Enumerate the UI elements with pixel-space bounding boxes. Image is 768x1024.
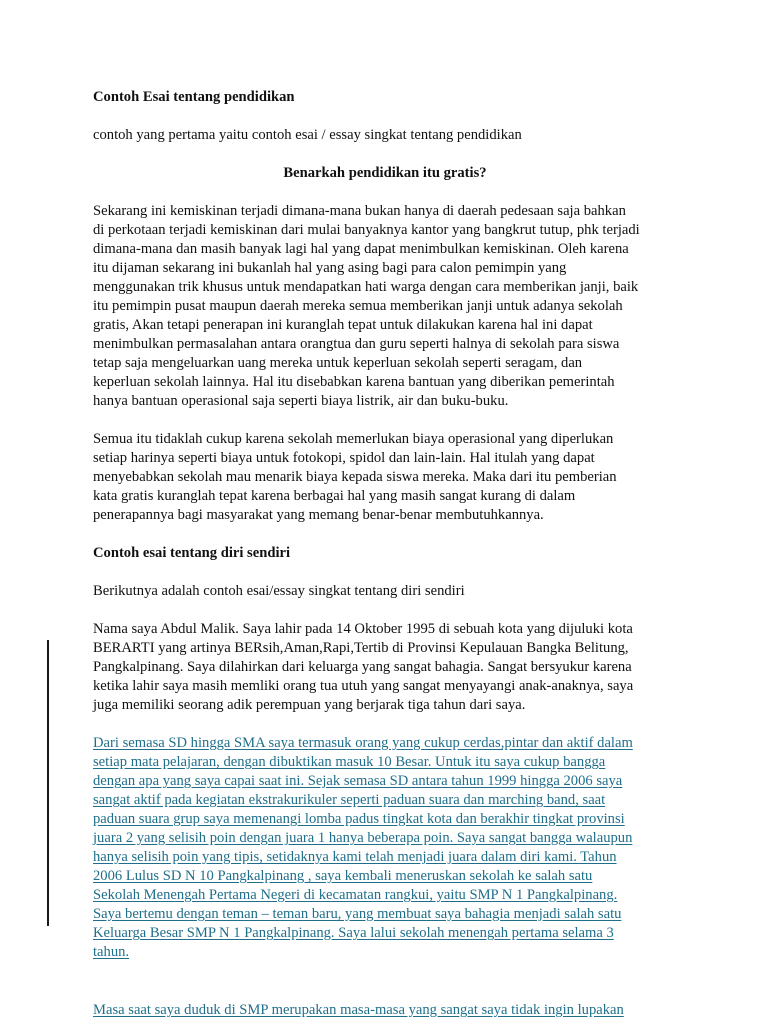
para-4-line[interactable]: Keluarga Besar SMP N 1 Pangkalpinang. Saya lalui sekolah menengah pertama selama 3 (93, 925, 614, 941)
para-4-line[interactable]: paduan suara grup saya memenangi lomba padus tingkat kota dan berakhir tingkat provinsi (93, 811, 625, 827)
para-1-line: itu pemimpin pusat maupun daerah mereka semua memberikan janji untuk adanya sekolah (93, 298, 623, 314)
paragraph-4-link[interactable] (93, 734, 677, 962)
para-1-line: hanya bantuan operasional saja seperti biaya listrik, air dan buku-buku. (93, 393, 509, 409)
para-1-line: keperluan sekolah lainnya. Hal itu disebabkan karena bantuan yang diberikan pemerintah (93, 374, 615, 390)
para-4-line[interactable]: tahun. (93, 944, 130, 960)
para-4-line[interactable]: Saya bertemu dengan teman – teman baru, yang membuat saya bahagia menjadi salah satu (93, 906, 622, 922)
para-2-line: menyebabkan sekolah mau menarik biaya kepada siswa mereka. Maka dari itu pemberian (93, 469, 617, 485)
para-1-line: menimbulkan permasalahan antara orangtua dan guru seperti halnya di sekolah para siswa (93, 336, 620, 352)
para-4-line[interactable]: 2006 Lulus SD N 10 Pangkalpinang , saya kembali meneruskan sekolah ke salah satu (93, 868, 593, 884)
para-4-line[interactable]: juara 2 yang selisih poin dengan juara 1 hanya beberapa poin. Saya sangat bangga walaupun (93, 830, 633, 846)
paragraph-3 (93, 620, 677, 715)
para-2-line: kata gratis kuranglah tepat karena berbagai hal yang masih sangat kurang di dalam (93, 488, 576, 504)
para-5-line[interactable]: Masa saat saya duduk di SMP merupakan masa-masa yang sangat saya tidak ingin lupakan (93, 1002, 624, 1018)
para-3-line: juga memiliki seorang adik perempuan yang berjarak tiga tahun dari saya. (93, 697, 526, 713)
para-2-line: Semua itu tidaklah cukup karena sekolah memerlukan biaya operasional yang diperlukan (93, 431, 614, 447)
para-3-line: BERARTI yang artinya BERsih,Aman,Rapi,Tertib di Provinsi Kepulauan Bangka Belitung, (93, 640, 629, 656)
heading-education-essay: Contoh Esai tentang pendidikan (93, 89, 295, 105)
para-3-line: Nama saya Abdul Malik. Saya lahir pada 14 Oktober 1995 di sebuah kota yang dijuluki kota (93, 621, 633, 637)
para-1-line: Sekarang ini kemiskinan terjadi dimana-mana bukan hanya di daerah pedesaan saja bahkan (93, 203, 626, 219)
intro-self: Berikutnya adalah contoh esai/essay singkat tentang diri sendiri (93, 583, 465, 599)
para-1-line: gratis, Akan tetapi penerapan ini kuranglah tepat untuk dilakukan karena hal ini dapat (93, 317, 593, 333)
para-3-line: ketika lahir saya masih memliki orang tua utuh yang sangat menyayangi anak-anaknya, saya (93, 678, 634, 694)
paragraph-2 (93, 430, 677, 525)
heading-self-essay: Contoh esai tentang diri sendiri (93, 545, 291, 561)
para-4-line[interactable]: Dari semasa SD hingga SMA saya termasuk orang yang cukup cerdas,pintar dan aktif dalam (93, 735, 633, 751)
change-bar (47, 640, 49, 926)
para-1-line: tetap saja mengeluarkan uang mereka untuk keperluan sekolah seperti seragam, dan (93, 355, 583, 371)
paragraph-1 (93, 202, 677, 411)
para-4-line[interactable]: Sekolah Menengah Pertama Negeri di kecamatan rangkui, yaitu SMP N 1 Pangkalpinang. (93, 887, 618, 903)
para-4-line[interactable]: hanya selisih poin yang tipis, setidaknya kami telah menjadi juara dalam diri kami. Tahun (93, 849, 617, 865)
essay-title: Benarkah pendidikan itu gratis? (283, 165, 487, 181)
paragraph-5-link[interactable] (93, 1001, 677, 1020)
intro-education: contoh yang pertama yaitu contoh esai / essay singkat tentang pendidikan (93, 127, 522, 143)
para-3-line: Pangkalpinang. Saya dilahirkan dari keluarga yang sangat bahagia. Sangat bersyukur karena (93, 659, 632, 675)
para-1-line: menggunakan trik khusus untuk mendapatkan hati warga dengan cara memberikan janji, baik (93, 279, 639, 295)
para-1-line: dimana-mana dan masih banyak lagi hal yang dapat menimbulkan kemiskinan. Oleh karena (93, 241, 629, 257)
paragraph-spacer (93, 962, 677, 1001)
para-1-line: itu dijaman sekarang ini bukanlah hal yang asing bagi para calon pemimpin yang (93, 260, 567, 276)
para-2-line: setiap harinya seperti biaya untuk fotokopi, spidol dan lain-lain. Hal itulah yang dapat (93, 450, 595, 466)
document-body (93, 88, 677, 1020)
para-4-line[interactable]: setiap mata pelajaran, dengan dibuktikan masuk 10 Besar. Untuk itu saya cukup bangga (93, 754, 606, 770)
para-4-line[interactable]: sangat aktif pada kegiatan ekstrakurikuler seperti paduan suara dan marching band, saat (93, 792, 606, 808)
para-4-line[interactable]: dengan apa yang saya capai saat ini. Sejak semasa SD antara tahun 1999 hingga 2006 saya (93, 773, 623, 789)
para-1-line: di perkotaan terjadi kemiskinan dari mulai banyaknya kantor yang bangkrut tutup, phk terjadi (93, 222, 640, 238)
para-2-line: penerapannya bagi masyarakat yang memang benar-benar membutuhkannya. (93, 507, 544, 523)
